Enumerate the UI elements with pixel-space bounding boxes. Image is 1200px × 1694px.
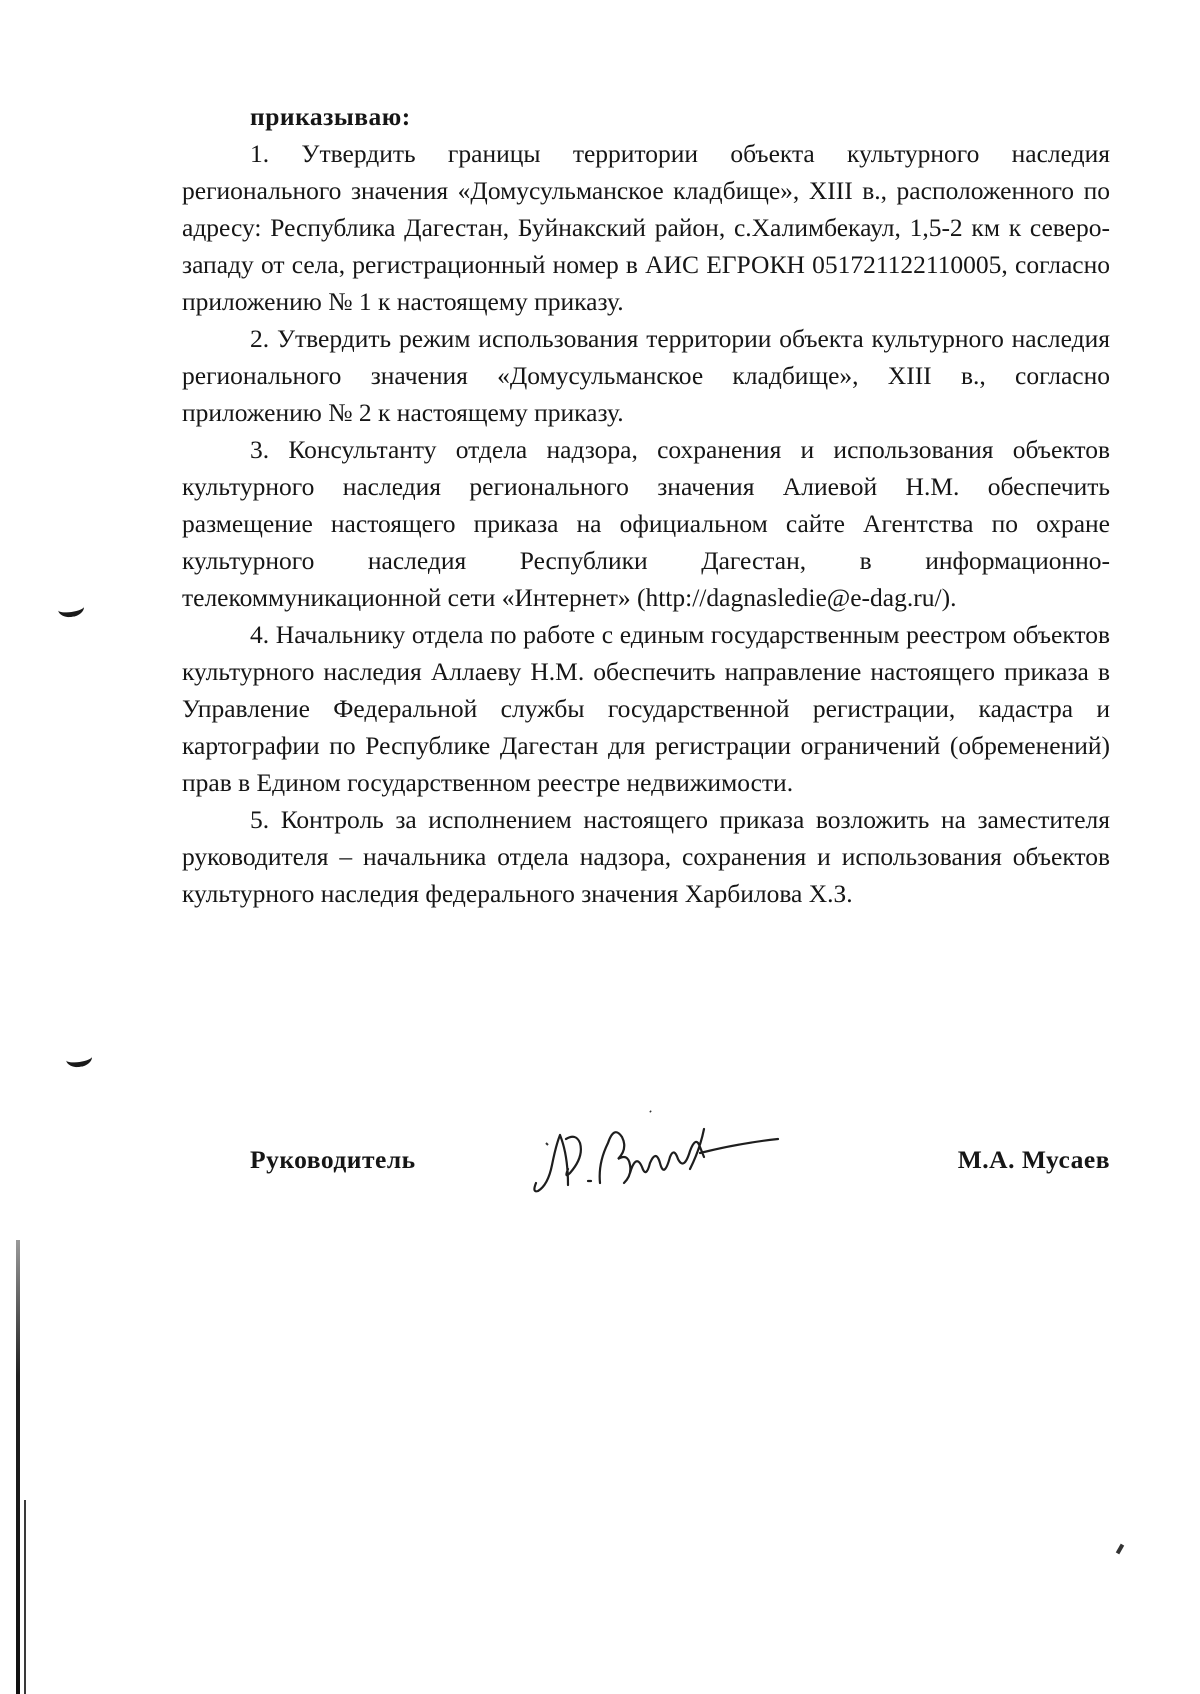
- scan-edge-shadow: [16, 1240, 20, 1694]
- order-item-3: 3. Консультанту отдела надзора, сохранения и использования объектов культурного наследия регионального значения Алиевой Н.М. обеспечить размещение настоящего приказа на официальном сайте Агентства по охране культурного наследия Республики Дагестан, в информационно-телекоммуникационной сети «Интернет» (http://dagnasledie@e-dag.ru/).: [182, 435, 1110, 612]
- signatory-title: Руководитель: [250, 1145, 416, 1174]
- order-item-1: 1. Утвердить границы территории объекта культурного наследия регионального значения «Домусульманское кладбище», XIII в., расположенного по адресу: Республика Дагестан, Буйнакский район, с.Халимбекаул, 1,5-2 км к северо-западу от села, регистрационный номер в АИС ЕГРОКН 051721122110005, согласно приложению № 1 к настоящему приказу.: [182, 139, 1110, 316]
- scan-edge-shadow-inner: [24, 1500, 26, 1694]
- order-item-4: 4. Начальнику отдела по работе с единым государственным реестром объектов культурного наследия Аллаеву Н.М. обеспечить направление настоящего приказа в Управление Федеральной службы государственной регистрации, кадастра и картографии по Республике Дагестан для регистрации ограничений (обременений) прав в Едином государственном реестре недвижимости.: [182, 620, 1110, 797]
- order-item-2: 2. Утвердить режим использования территории объекта культурного наследия регионального значения «Домусульманское кладбище», XIII в., согласно приложению № 2 к настоящему приказу.: [182, 324, 1110, 427]
- order-item-5: 5. Контроль за исполнением настоящего приказа возложить на заместителя руководителя – начальника отдела надзора, сохранения и использования объектов культурного наследия федерального значения Харбилова Х.З.: [182, 805, 1110, 908]
- punch-hole-mark: [57, 598, 85, 618]
- handwritten-signature: [530, 1103, 790, 1213]
- order-heading: приказываю:: [250, 102, 411, 131]
- signatory-name: М.А. Мусаев: [957, 1145, 1110, 1174]
- punch-hole-mark: [65, 1048, 93, 1068]
- order-body: [182, 98, 1110, 912]
- scan-artifact-mark: [1116, 1544, 1124, 1555]
- signature-block: [250, 1125, 1110, 1235]
